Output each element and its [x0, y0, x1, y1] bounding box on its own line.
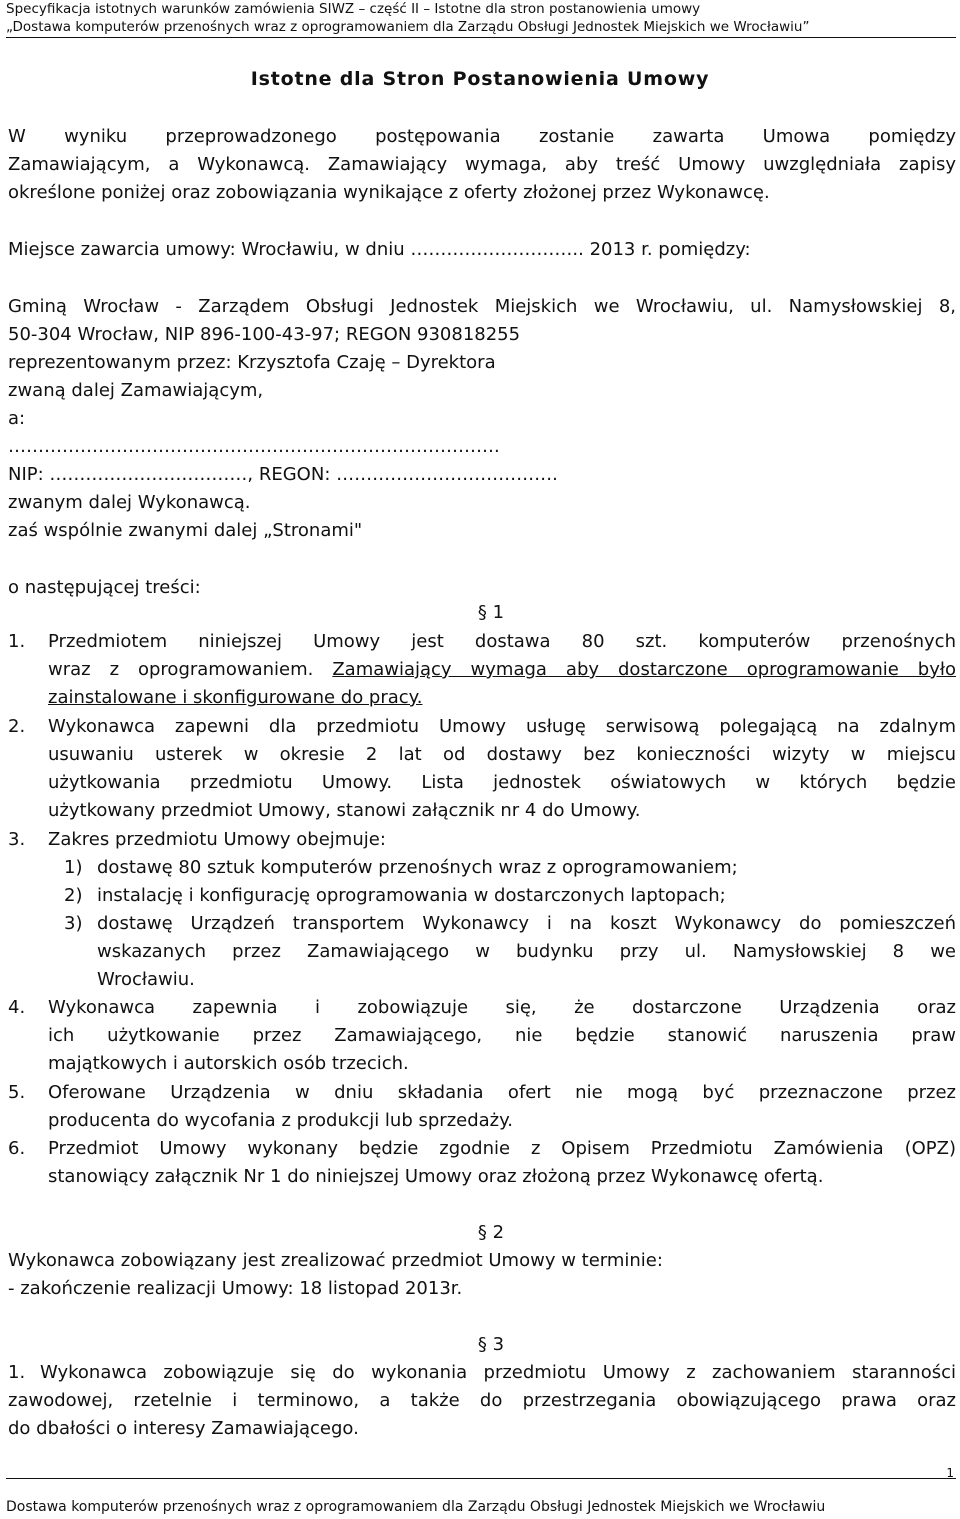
s1-sub-2-number: 2) [64, 885, 83, 906]
s1-sub-3-line-2: wskazanych przez Zamawiającego w budynku przy ul. Namysłowskiej 8 we [97, 941, 956, 962]
section-1-heading [0, 599, 960, 627]
section-2-line-1: Wykonawca zobowiązany jest zrealizować przedmiot Umowy w terminie: [8, 1250, 663, 1271]
section-2-heading-text: § 2 [477, 1222, 505, 1243]
s1-item-4-number: 4. [8, 997, 26, 1018]
s1-item-5-number: 5. [8, 1082, 26, 1103]
s1-item-2-line-4: użytkowany przedmiot Umowy, stanowi załącznik nr 4 do Umowy. [48, 800, 641, 821]
s1-sub-2-line-1: instalację i konfigurację oprogramowania w dostarczonych laptopach; [97, 885, 726, 906]
party-line-2: 50-304 Wrocław, NIP 896-100-43-97; REGON 930818255 [8, 324, 521, 345]
header-line-2: „Dostawa komputerów przenośnych wraz z oprogramowaniem dla Zarządu Obsługi Jednostek Miejskich we Wrocławiu” [6, 19, 810, 35]
s1-sub-1 [97, 854, 956, 882]
s3-item-1-line-1: Wykonawca zobowiązuje się do wykonania przedmiotu Umowy z zachowaniem staranności [40, 1362, 956, 1383]
page-header [6, 0, 956, 36]
intro-line-1: W wyniku przeprowadzonego postępowania zostanie zawarta Umowa pomiędzy [8, 126, 956, 147]
party-line-1: Gminą Wrocław - Zarządem Obsługi Jednostek Miejskich we Wrocławiu, ul. Namysłowskiej 8, [8, 296, 956, 317]
header-divider [6, 37, 956, 38]
s1-sub-3-number: 3) [64, 913, 83, 934]
s1-item-2-line-1: Wykonawca zapewni dla przedmiotu Umowy usługę serwisową polegającą na zdalnym [48, 716, 956, 737]
s1-item-1-number: 1. [8, 631, 26, 652]
s1-item-1 [48, 628, 956, 712]
party-line-3: reprezentowanym przez: Krzysztofa Czaję – Dyrektora [8, 352, 496, 373]
place-of-agreement: Miejsce zawarcia umowy: Wrocławiu, w dniu ……………………….. 2013 r. pomiędzy: [8, 239, 751, 260]
s1-item-2 [48, 713, 956, 825]
section-2-heading [0, 1219, 960, 1247]
s1-item-6-line-1: Przedmiot Umowy wykonany będzie zgodnie z Opisem Przedmiotu Zamówienia (OPZ) [48, 1138, 956, 1159]
content-intro: o następującej treści: [8, 577, 201, 598]
page-number: 1 [946, 1466, 954, 1480]
s1-item-5-line-2: producenta do wycofania z produkcji lub sprzedaży. [48, 1110, 513, 1131]
party-line-9: zaś wspólnie zwanymi dalej „Stronami" [8, 520, 363, 541]
s1-item-2-line-2: usuwaniu usterek w okresie 2 lat od dostawy bez konieczności wizyty w miejscu [48, 744, 956, 765]
s3-item-1-line-3: do dbałości o interesy Zamawiającego. [8, 1418, 359, 1439]
document-title: Istotne dla Stron Postanowienia Umowy [250, 68, 710, 90]
section-3-heading [0, 1331, 960, 1359]
s1-item-3 [48, 826, 956, 854]
s1-item-4-line-3: majątkowych i autorskich osób trzecich. [48, 1053, 409, 1074]
s1-item-1-line-3: zainstalowane i skonfigurowane do pracy. [48, 687, 423, 708]
s1-sub-3 [97, 910, 956, 994]
s1-item-3-line-1: Zakres przedmiotu Umowy obejmuje: [48, 829, 386, 850]
s1-item-6 [48, 1135, 956, 1191]
s1-sub-3-line-1: dostawę Urządzeń transportem Wykonawcy i na koszt Wykonawcy do pomieszczeń [97, 913, 956, 934]
s1-sub-1-line-1: dostawę 80 sztuk komputerów przenośnych wraz z oprogramowaniem; [97, 857, 738, 878]
footer-divider [6, 1478, 956, 1479]
s1-item-1-line-2 [48, 656, 956, 684]
s1-item-2-number: 2. [8, 716, 26, 737]
s1-sub-3-line-3: Wrocławiu. [97, 969, 195, 990]
s1-item-5 [48, 1079, 956, 1135]
s3-item-1-number: 1. [8, 1362, 26, 1383]
section-1-heading-text: § 1 [477, 602, 505, 623]
intro-line-3: określone poniżej oraz zobowiązania wynikające z oferty złożonej przez Wykonawcę. [8, 182, 770, 203]
party-line-5: a: [8, 408, 26, 429]
s1-item-3-number: 3. [8, 829, 26, 850]
intro-line-2: Zamawiającym, a Wykonawcą. Zamawiający wymaga, aby treść Umowy uwzględniała zapisy [8, 154, 956, 175]
party-line-4: zwaną dalej Zamawiającym, [8, 380, 264, 401]
s1-item-6-number: 6. [8, 1138, 26, 1159]
s1-sub-2 [97, 882, 956, 910]
s1-item-4-line-2: ich użytkowanie przez Zamawiającego, nie będzie stanowić naruszenia praw [48, 1025, 956, 1046]
s1-item-6-line-2: stanowiący załącznik Nr 1 do niniejszej Umowy oraz złożoną przez Wykonawcę ofertą. [48, 1166, 824, 1187]
s1-item-1-line-2b: Zamawiający wymaga aby dostarczone oprogramowanie było [332, 659, 956, 680]
s1-item-5-line-1: Oferowane Urządzenia w dniu składania ofert nie mogą być przeznaczone przez [48, 1082, 956, 1103]
contractor-blank: ………………………………………………………………………. [8, 436, 500, 457]
section-2-line-2: - zakończenie realizacji Umowy: 18 listopad 2013r. [8, 1278, 463, 1299]
s1-item-1-line-2a: wraz z oprogramowaniem. [48, 659, 333, 680]
contractor-nip-regon: NIP: ……………………………, REGON: ………………………………. [8, 464, 558, 485]
s1-sub-1-number: 1) [64, 857, 83, 878]
s3-item-1-line-2: zawodowej, rzetelnie i terminowo, a także do przestrzegania obowiązującego prawa oraz [8, 1390, 956, 1411]
page-footer: Dostawa komputerów przenośnych wraz z oprogramowaniem dla Zarządu Obsługi Jednostek Miejskich we Wrocławiu [6, 1499, 826, 1515]
s1-item-4 [48, 994, 956, 1078]
s3-item-1 [8, 1359, 956, 1443]
header-line-1: Specyfikacja istotnych warunków zamówienia SIWZ – część II – Istotne dla stron postanowienia umowy [6, 1, 701, 17]
party-line-8: zwanym dalej Wykonawcą. [8, 492, 251, 513]
s1-item-1-line-1: Przedmiotem niniejszej Umowy jest dostawa 80 szt. komputerów przenośnych [48, 631, 956, 652]
s1-item-4-line-1: Wykonawca zapewnia i zobowiązuje się, że dostarczone Urządzenia oraz [48, 997, 956, 1018]
section-3-heading-text: § 3 [477, 1334, 505, 1355]
s1-item-2-line-3: użytkowania przedmiotu Umowy. Lista jednostek oświatowych w których będzie [48, 772, 956, 793]
